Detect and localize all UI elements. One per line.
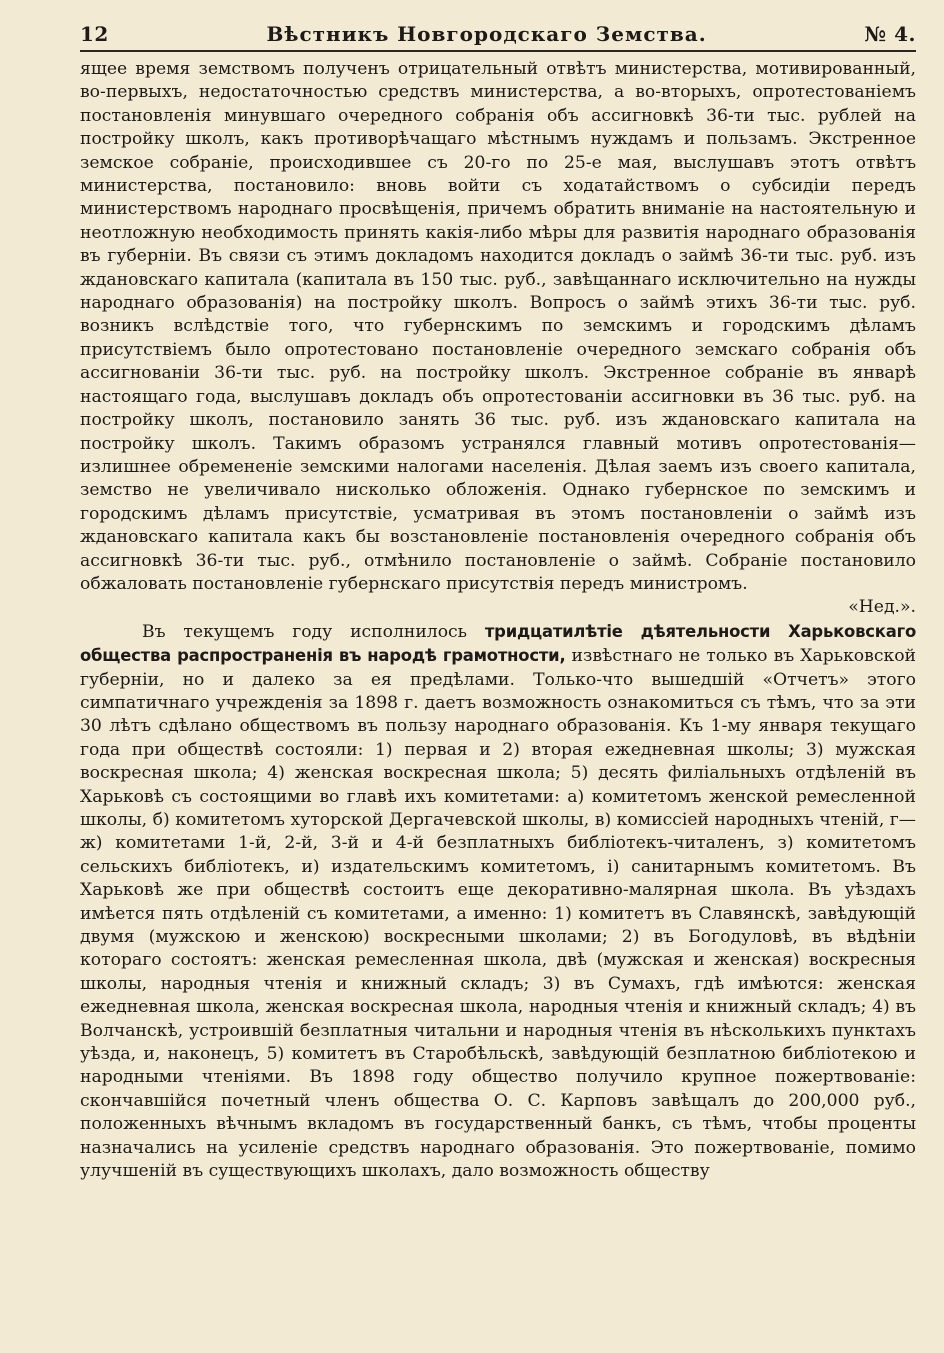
running-header	[80, 22, 916, 52]
source-signature	[80, 596, 916, 619]
paragraph-lead: Въ текущемъ году исполнилось	[142, 621, 485, 642]
paragraph-kharkov-society	[80, 620, 916, 1184]
signature-text: «Нед.».	[848, 597, 916, 618]
paragraph-zemstvo-schools	[80, 58, 916, 596]
page-number: 12	[80, 22, 109, 46]
paragraph-rest: извѣстнаго не только въ Харьковской губерніи, но и далеко за ея предѣлами. Только-что вышедшій «Отчетъ» этого симпатичнаго учрежденія за 1898 г. даетъ возможность ознакомиться съ тѣмъ, что за эти 30 лѣтъ сдѣлано обществомъ въ пользу народнаго образованія. Къ 1-му января текущаго года при обществѣ состояли: 1) первая и 2) вторая ежедневная школы; 3) мужская воскресная школа; 4) женская воскресная школа; 5) десять филіальныхъ отдѣленій въ Харьковѣ съ состоящими во главѣ ихъ комитетами: а) комитетомъ женской ремесленной школы, б) комитетомъ хуторской Дергачевской школы, в) комиссіей народныхъ чтеній, г—ж) комитетами 1-й, 2-й, 3-й и 4-й безплатныхъ библіотекъ-читаленъ, з) комитетомъ сельскихъ библіотекъ, и) издательскимъ комитетомъ, і) санитарнымъ комитетомъ. Въ Харьковѣ же при обществѣ состоитъ еще декоративно-малярная школа. Въ уѣздахъ имѣется пять отдѣленій съ комитетами, а именно: 1) комитетъ въ Славянскѣ, завѣдующій двумя (мужскою и женскою) воскресными школами; 2) въ Богодуловѣ, въ вѣдѣніи котораго состоятъ: женская ремесленная школа, двѣ (мужская и женская) воскресныя школы, народныя чтенія и книжный складъ; 3) въ Сумахъ, гдѣ имѣются: женская ежедневная школа, женская воскресная школа, народныя чтенія и книжный складъ; 4) въ Волчанскѣ, устроившій безплатныя читальни и народныя чтенія въ нѣсколькихъ пунктахъ уѣзда, и, наконецъ, 5) комитетъ въ Старобѣльскѣ, завѣдующій безплатною библіотекою и народными чтеніями. Въ 1898 году общество получило крупное пожертвованіе: скончавшійся почетный членъ общества О. С. Карповъ завѣщалъ до 200,000 руб., положенныхъ вѣчнымъ вкладомъ въ государственный банкъ, съ тѣмъ, чтобы проценты назначались на усиленіе средствъ народнаго образованія. Это пожертвованіе, помимо улучшеній въ существующихъ школахъ, дало возможность обществу	[80, 646, 917, 1182]
issue-number: № 4.	[864, 22, 916, 46]
article-body	[80, 58, 916, 1184]
emphasized-phrase: тридцатилѣтіе дѣятельности Харьковскаго общества распространенія въ народѣ грамотности,	[80, 621, 917, 666]
journal-title: Вѣстникъ Новгородскаго Земства.	[266, 22, 707, 46]
paragraph-text: ящее время земствомъ полученъ отрицательный отвѣтъ министерства, мотивированный, во-первыхъ, недостаточностью средствъ министерства, а во-вторыхъ, опротестованіемъ постановленія минувшаго очередного собранія объ ассигновкѣ 36-ти тыс. рублей на постройку школъ, какъ противорѣчащаго мѣстнымъ нуждамъ и пользамъ. Экстренное земское собраніе, происходившее съ 20-го по 25-е мая, выслушавъ этотъ отвѣтъ министерства, постановило: вновь войти съ ходатайствомъ о субсидіи передъ министерствомъ народнаго просвѣщенія, причемъ обратить вниманіе на настоятельную и неотложную необходимость принять какія-либо мѣры для развитія народнаго образованія въ губерніи. Въ связи съ этимъ докладомъ находится докладъ о займѣ 36-ти тыс. руб. изъ ждановскаго капитала (капитала въ 150 тыс. руб., завѣщаннаго исключительно на нужды народнаго образованія) на постройку школъ. Вопросъ о займѣ этихъ 36-ти тыс. руб. возникъ вслѣдствіе того, что губернскимъ по земскимъ и городскимъ дѣламъ присутствіемъ было опротестовано постановленіе очередного земскаго собранія объ ассигнованіи 36-ти тыс. руб. на постройку школъ. Экстренное собраніе въ январѣ настоящаго года, выслушавъ докладъ объ опротестованіи ассигновки въ 36 тыс. руб. на постройку школъ, постановило занять 36 тыс. руб. изъ ждановскаго капитала на постройку школъ. Такимъ образомъ устранялся главный мотивъ опротестованія—излишнее обремененіе земскими налогами населенія. Дѣлая заемъ изъ своего капитала, земство не увеличивало нисколько обложенія. Однако губернское по земскимъ и городскимъ дѣламъ присутствіе, усматривая въ этомъ постановленіи о займѣ изъ ждановскаго капитала какъ бы возстановленіе постановленія очередного собранія объ ассигновкѣ 36-ти тыс. руб., отмѣнило постановленіе о займѣ. Собраніе постановило обжаловать постановленіе губернскаго присутствія передъ министромъ.	[80, 59, 916, 594]
